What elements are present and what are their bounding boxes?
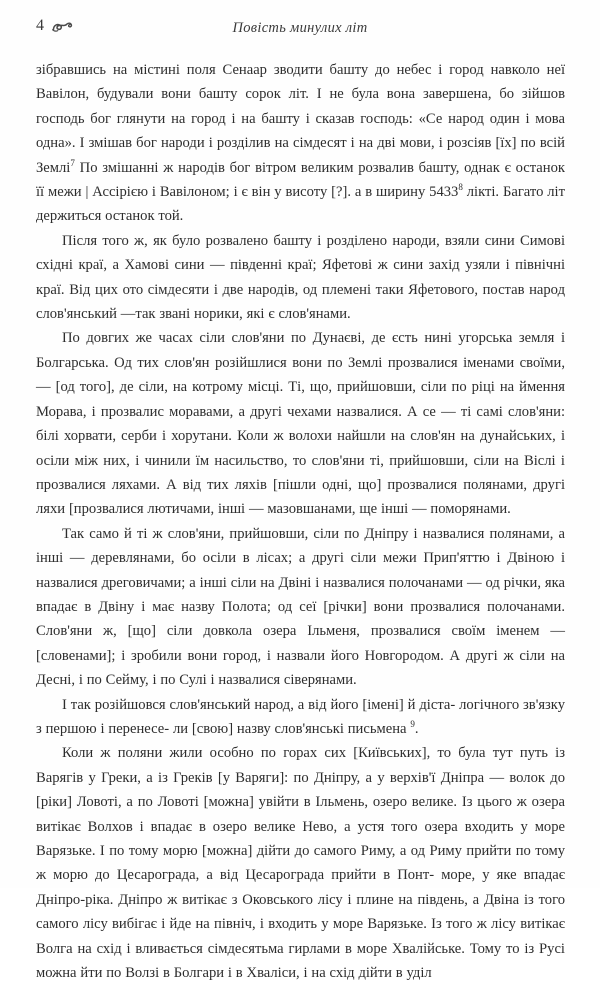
paragraph: Коли ж поляни жили особно по горах сих [Київських], то була тут путь із Варягів у Греки, а із Греків [у Варяги]: по Дніпру, а у верхів'ї Дніпра — волок до [ріки] Ловоті, а по Ловоті [можна] увійти в Ільмень, озеро велике. Із цього ж озера витікає Волхов і впадає в озеро велике Нево, а устя того озера входить у море Варязьке. І по тому морю [можна] дійти до самого Риму, а од Риму прийти по тому ж морю до Цесарограда, а від Цесарограда прийти в Понт- море, у яке впадає Дніпро-ріка. Дніпро ж витікає з Оковського лісу і плине на південь, а Двіна із того самого лісу вибігає і йде на північ, і входить у море Варязьке. Із того ж лісу витікає Волга на схід і вливається сімдесятьма гирлами в море Хвалійське. Тому то із Русі можна йти по Волзі в Болгари і в Хваліси, і на схід дійти в уділ: [36, 745, 565, 982]
running-header: [36, 18, 564, 46]
body-textblock: [36, 58, 565, 985]
footnote-reference: 7: [70, 157, 75, 168]
running-title: Повість минулих літ: [232, 20, 368, 36]
footnote-reference: 8: [458, 182, 463, 193]
footnote-reference: 9: [410, 719, 415, 730]
paragraph: зібравшись на містині поля Сенаар зводити башту до небес і город навколо неї Вавілон, будували вони башту сорок літ. І не була вона завершена, бо зійшов господь бог глянути на город і на башту і сказав господь: «Се народ один і мова одна». І змішав бог народи і розділив на сімдесят і на дві мови, і розсіяв [їх] по всій Землі$^7$ По змішанні ж народів бог вітром великим розвалив башту, однак є останок її межи | Ассірією і Вавілоном; і є він у висоту [?]. а в ширину 5433$^8$ лікті. Багато літ держиться останок той.: [36, 62, 565, 225]
paragraph: По довгих же часах сіли слов'яни по Дунаєві, де єсть нині угорська земля і Болгарська. Од тих слов'ян розійшлися вони по Землі прозвалися іменами своїми, — [од того], де сіли, на котрому місці. Ті, що, прийшовши, сіли по ріці на ймення Морава, і прозвалис моравами, а другі чехами назвалися. А се — ті самі слов'яни: білі хорвати, серби і хорутани. Коли ж волохи найшли на слов'ян на дунайських, і осіли між них, і чинили їм насильство, то слов'яни ті, прийшовши, сіли на Віслі і прозвалися ляхами. А від тих ляхів [пішли одні, що] прозвалися полянами, другі ляхи [прозвалися лютичами, інші — мазовшанами, ще інші — поморянами.: [36, 330, 565, 518]
page-number: 4: [36, 17, 45, 34]
paragraph: І так розійшовся слов'янський народ, а від його [імені] й діста- логічного зв'язку з першою і перенесе- ли [свою] назву слов'янські письмена $^9$.: [36, 696, 565, 737]
paragraph: Так само й ті ж слов'яни, прийшовши, сіли по Дніпру і назвалися полянами, а інші — деревлянами, бо осіли в лісах; а другі сіли межи Прип'яттю і Двіною і назвалися дреговичами; а інші сіли на Двіні і назвалися полочанами — од річки, яка впадає в Двіну і має назву Полота; од сеї [річки] вони прозвалися полочанами. Слов'яни ж, [що] сіли довкола озера Ільменя, прозвалися своїм іменем — [словенами]; і зробили вони город, і назвали його Новгородом. А другі ж сіли на Десні, і по Сейму, і по Сулі і назвалися сіверянами.: [36, 525, 565, 689]
paragraph: Після того ж, як було розвалено башту і розділено народи, взяли сини Симові східні краї, а Хамові сини — південні краї; Яфетові ж сини захід узяли і північні краї. Від цих ото сімдесяти і две народів, од племені таки Яфетового, постав народ слов'янський —так звані норики, які є слов'янами.: [36, 232, 565, 323]
